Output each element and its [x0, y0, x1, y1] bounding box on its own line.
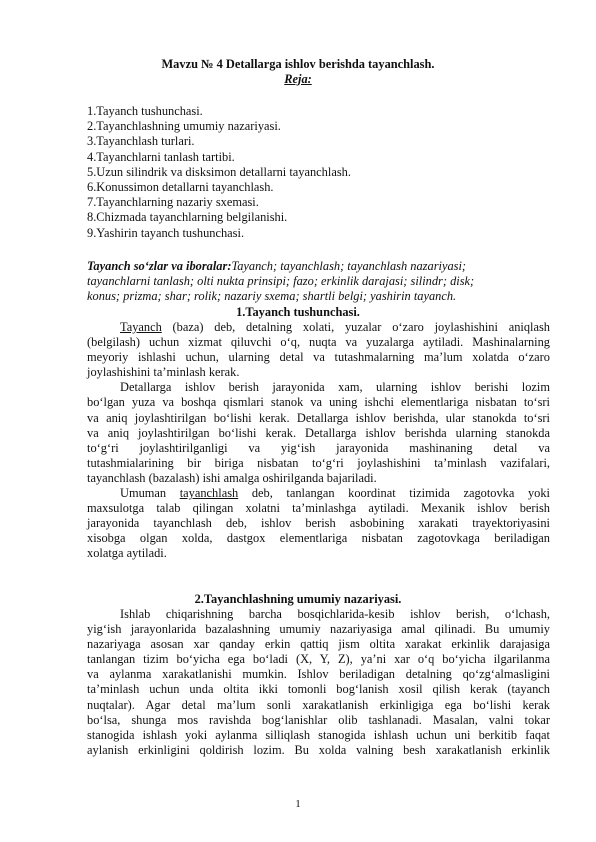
- plan-item: 2.Tayanchlashning umumiy nazariyasi.: [87, 119, 281, 134]
- term-link[interactable]: Tayanch: [120, 320, 162, 334]
- paragraph-line: Ishlab chiqarishning barcha bosqichlarida-kesib ishlov berish, o‘lchash,: [120, 607, 550, 621]
- paragraph-line: va aniq joylashtirilgan bo‘lishi kerak. Detallarga ishlov berishda, ular stanokda to‘sri: [87, 410, 550, 425]
- paragraph-line: xisobga olgan xolda, dastgox elementlariga nisbatan zagotovkaga beriladigan: [87, 531, 550, 546]
- paragraph-line: va aylanma xarakatlanishi mumkin. Ishlov beriladigan detalning qo‘zg‘almasligini: [87, 667, 550, 682]
- paragraph-line: maxsulotga talab qilingan xolatni ta’minlashga aytiladi. Mexanik ishlov berish: [87, 501, 550, 516]
- keywords-block: [87, 259, 527, 305]
- plan-item: 4.Tayanchlarni tanlash tartibi.: [87, 149, 235, 164]
- paragraph-line: yig‘ish jarayonlarida bazalashning umumiy nazariyasiga amal qilinadi. Bu umumiy: [87, 622, 550, 637]
- paragraph-line: (belgilash) uchun xizmat qiluvchi o‘q, nuqta va yuzalarga aytiladi. Mashinalarning: [87, 335, 550, 350]
- paragraph: [87, 607, 550, 758]
- plan-item: 1.Tayanch tushunchasi.: [87, 104, 203, 118]
- keywords-text: Tayanch; tayanchlash; tayanchlash nazariyasi;: [231, 259, 467, 273]
- paragraph-text: Umuman: [120, 486, 180, 501]
- document-title: Mavzu № 4 Detallarga ishlov berishda tayanchlash.: [161, 57, 435, 71]
- paragraph-line: Detallarga ishlov berish jarayonida xam, ularning ishlov berishi lozim: [120, 380, 550, 395]
- paragraph-text: (baza) deb, detalning xolati, yuzalar o‘zaro joylashishini aniqlash: [161, 320, 550, 334]
- paragraph-line: nuqtalar). Agar detal ma’lum sonli xarakatlanish erkinligiga ega bo‘lishi kerak: [87, 697, 550, 712]
- plan-list: [87, 104, 527, 241]
- plan-item: 3.Tayanchlash turlari.: [87, 134, 195, 149]
- paragraph-line: va aniq joylashtirilgan bo‘lishi kerak. Detallarga ishlov berishda ularning stanokda: [87, 425, 550, 440]
- plan-item: 9.Yashirin tayanch tushunchasi.: [87, 225, 245, 240]
- section-heading: 1.Tayanch tushunchasi.: [236, 305, 360, 319]
- paragraph-line: tanlangan tizim bo‘yicha ega bo‘ladi (X, Y, Z), ya’ni xar o‘q bo‘yicha ilgarilanma: [87, 652, 550, 667]
- paragraph-line: tutashmialarining bir biriga nisbatan to‘g‘ri joylashishini ta’minlash vazifalari,: [87, 455, 550, 470]
- plan-heading: Reja:: [284, 72, 312, 86]
- paragraph-line: xolatga aytiladi.: [87, 546, 167, 561]
- paragraph-line: joylashishini ta’minlash kerak.: [87, 365, 240, 380]
- keywords-label: Tayanch so‘zlar va iboralar:: [87, 259, 232, 273]
- page-number: 1: [295, 798, 301, 810]
- paragraph: [87, 320, 550, 562]
- plan-item: 5.Uzun silindrik va disksimon detallarni tayanchlash.: [87, 164, 351, 179]
- paragraph-line: stanogida ishlash yoki aylanma silliqlash stanogida ishlash uchun uni berkitib faqat: [87, 727, 550, 742]
- keywords-text: tayanchlarni tanlash; olti nukta prinsipi; fazo; erkinlik darajasi; silindr; disk;: [87, 274, 475, 289]
- paragraph-line: bo‘lgan yuza va boshqa qismlari stanok va uning ishchi elementlariga nisbatan to‘sri: [87, 395, 550, 410]
- paragraph-line: ta’minlash uchun unda oltita ikki tomonli bog‘lanish xosil qilish kerak (tayanch: [87, 682, 550, 697]
- plan-item: 6.Konussimon detallarni tayanchlash.: [87, 179, 274, 194]
- paragraph-line: to‘g‘ri joylashtirilganligi va yig‘ish jarayonida mashinaning detal va: [87, 440, 550, 455]
- paragraph-line: tayanchlash (bazalash) ishi amalga oshirilganda bajariladi.: [87, 470, 377, 485]
- paragraph-text: deb, tanlangan koordinat tizimida zagotovka yoki: [238, 486, 550, 501]
- plan-item: 8.Chizmada tayanchlarning belgilanishi.: [87, 210, 288, 225]
- paragraph-line: meyoriy ishlashi uchun, ularning detal va tutashmalarning ma’lum xolatda o‘zaro: [87, 350, 550, 365]
- term-link[interactable]: tayanchlash: [179, 486, 239, 501]
- plan-item: 7.Tayanchlarning nazariy sxemasi.: [87, 195, 259, 210]
- paragraph-line: jarayonida tayanchlash deb, ishlov berish asbobining xarakati trayektoriyasini: [87, 516, 550, 531]
- section-heading: 2.Tayanchlashning umumiy nazariyasi.: [194, 592, 402, 606]
- paragraph-line: bo‘lsa, shunga mos ravishda bog‘lanishlar olib tashlanadi. Masalan, valni tokar: [87, 712, 550, 727]
- keywords-text: konus; prizma; shar; rolik; nazariy sxema; shartli belgi; yashirin tayanch.: [87, 289, 457, 304]
- paragraph-line: nazariyaga asosan xar qanday erkin qattiq jism oltita xarakat erkinlik darajasiga: [87, 637, 550, 652]
- paragraph-line: aylanish erkinligini qoldirish lozim. Bu xolda valning besh xarakatlanish erkinlik: [87, 742, 550, 757]
